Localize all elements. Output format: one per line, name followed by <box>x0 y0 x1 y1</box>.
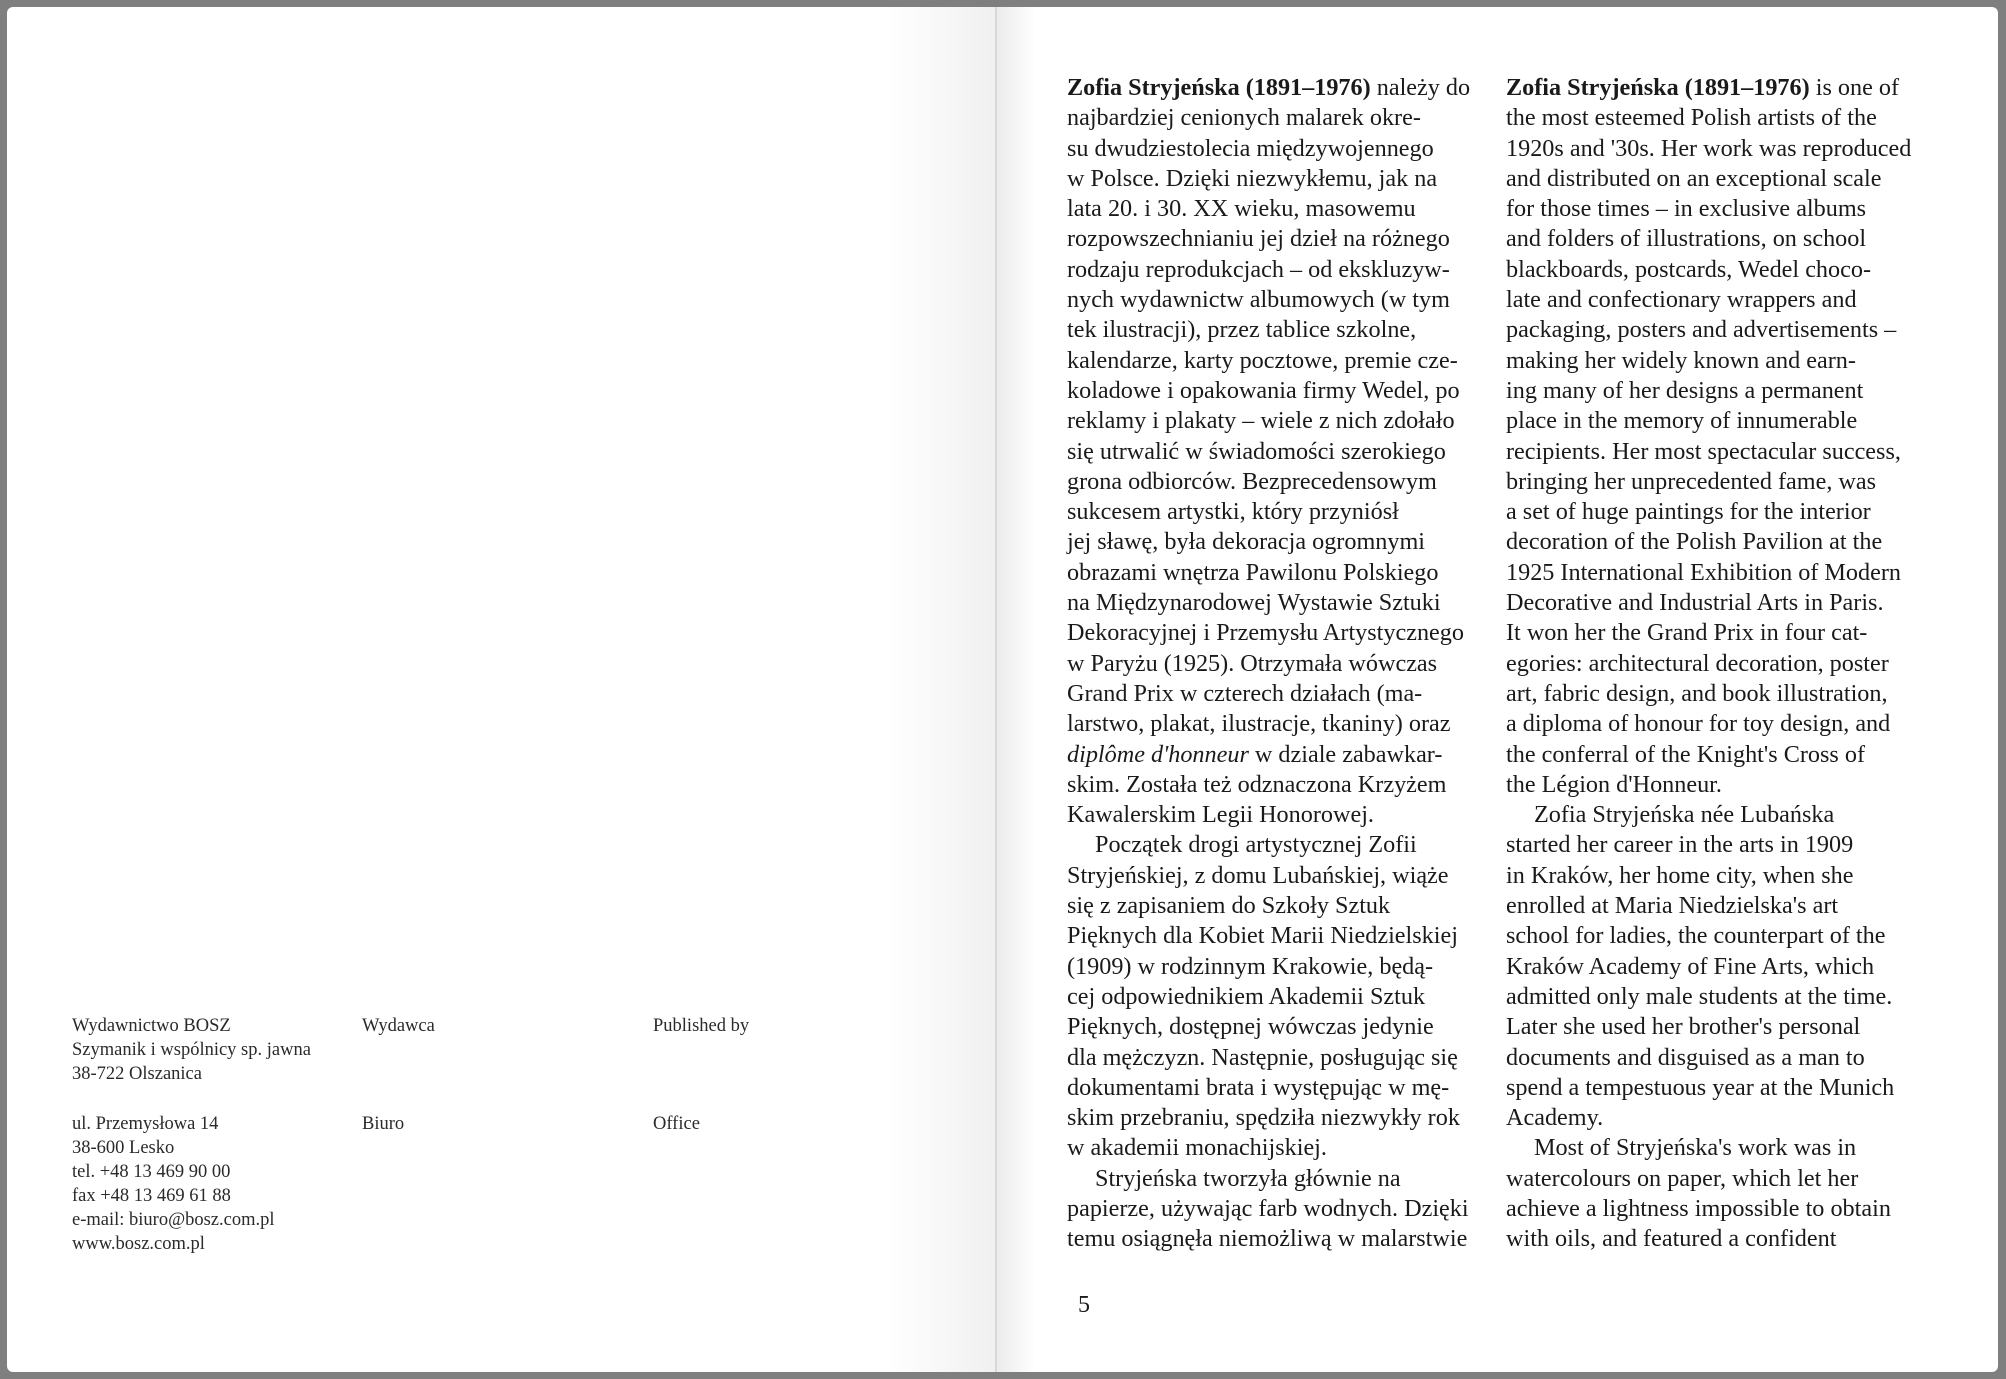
gutter-shadow-right <box>996 7 1036 1372</box>
text-line: Kawalerskim Legii Honorowej. <box>1067 801 1374 829</box>
email-line: e-mail: biuro@bosz.com.pl <box>72 1210 275 1230</box>
paragraph-start-line: Most of Stryjeńska's work was in <box>1534 1134 1857 1162</box>
office-address-block <box>72 1112 275 1256</box>
page-fold <box>995 7 997 1372</box>
text-line: się utrwalić w świadomości szerokiego <box>1067 437 1446 465</box>
gutter-shadow-left <box>886 7 996 1372</box>
text-line: 1925 International Exhibition of Modern <box>1506 558 1901 586</box>
text-line: Pięknych, dostępnej wówczas jedynie <box>1067 1013 1434 1041</box>
text-line: tek ilustracji), przez tablice szkolne, <box>1067 316 1417 344</box>
paragraph-start-line: Zofia Stryjeńska née Lubańska <box>1534 801 1835 829</box>
text-line: nych wydawnictw albumowych (w tym <box>1067 286 1450 314</box>
text-line: Zofia Stryjeńska (1891–1976) is one of <box>1506 74 1900 101</box>
text-line: skim przebraniu, spędziła niezwykły rok <box>1067 1104 1460 1132</box>
text-line: making her widely known and earn- <box>1506 346 1856 374</box>
text-line: diplôme d'honneur w dziale zabawkar- <box>1067 740 1443 768</box>
paragraph-start-line: Stryjeńska tworzyła głównie na <box>1095 1164 1401 1192</box>
text-line: for those times – in exclusive albums <box>1506 195 1867 223</box>
text-line: decoration of the Polish Pavilion at the <box>1506 528 1883 556</box>
italic-phrase: diplôme d'honneur <box>1067 740 1249 768</box>
text-line: Pięknych dla Kobiet Marii Niedzielskiej <box>1067 922 1458 950</box>
text-line: obrazami wnętrza Pawilonu Polskiego <box>1067 558 1439 586</box>
text-line: dla mężczyzn. Następnie, posługując się <box>1067 1043 1458 1071</box>
text-line: sukcesem artystki, który przyniósł <box>1067 498 1399 526</box>
text-line: and distributed on an exceptional scale <box>1506 164 1882 192</box>
paragraph-start-line: Początek drogi artystycznej Zofii <box>1095 831 1417 859</box>
text-line: It won her the Grand Prix in four cat- <box>1506 619 1868 647</box>
text-line: lata 20. i 30. XX wieku, masowemu <box>1067 195 1416 223</box>
english-text-column <box>1506 73 1936 1255</box>
text-line: and folders of illustrations, on school <box>1506 225 1867 253</box>
publisher-line: 38-722 Olszanica <box>72 1064 202 1084</box>
text-line: Grand Prix w czterech działach (ma- <box>1067 679 1423 707</box>
text-line: a set of huge paintings for the interior <box>1506 498 1871 526</box>
label-publisher-pl: Wydawca <box>362 1016 435 1036</box>
text-line: Later she used her brother's personal <box>1506 1013 1861 1041</box>
text-line: Kraków Academy of Fine Arts, which <box>1506 952 1875 980</box>
text-line: jej sławę, była dekoracja ogromnymi <box>1067 528 1425 556</box>
text-line: with oils, and featured a confident <box>1506 1225 1837 1253</box>
text-line: larstwo, plakat, ilustracje, tkaniny) oraz <box>1067 710 1451 738</box>
page-number: 5 <box>1078 1292 1090 1318</box>
text-line: się z zapisaniem do Szkoły Sztuk <box>1067 892 1391 920</box>
text-line: watercolours on paper, which let her <box>1506 1164 1859 1192</box>
text-line: recipients. Her most spectacular success, <box>1506 437 1901 465</box>
fax-line: fax +48 13 469 61 88 <box>72 1186 231 1206</box>
text-line: documents and disguised as a man to <box>1506 1043 1865 1071</box>
text-line: temu osiągnęła niemożliwą w malarstwie <box>1067 1225 1468 1253</box>
text-line: the most esteemed Polish artists of the <box>1506 104 1877 132</box>
text-line: najbardziej cenionych malarek okre- <box>1067 104 1421 132</box>
text-line: cej odpowiednikiem Akademii Sztuk <box>1067 982 1426 1010</box>
text-line: blackboards, postcards, Wedel choco- <box>1506 255 1871 283</box>
publisher-block <box>72 1014 311 1086</box>
text-line: w Polsce. Dzięki niezwykłemu, jak na <box>1067 164 1438 192</box>
text-line: art, fabric design, and book illustration, <box>1506 679 1888 707</box>
text-line: egories: architectural decoration, poster <box>1506 649 1889 677</box>
text-line: admitted only male students at the time. <box>1506 982 1893 1010</box>
text-line: koladowe i opakowania firmy Wedel, po <box>1067 376 1460 404</box>
text-line: rozpowszechnianiu jej dzieł na różnego <box>1067 225 1450 253</box>
text-line: in Kraków, her home city, when she <box>1506 861 1854 889</box>
text-line: school for ladies, the counterpart of the <box>1506 922 1886 950</box>
text-line: (1909) w rodzinnym Krakowie, będą- <box>1067 952 1434 980</box>
text-line: reklamy i plakaty – wiele z nich zdołało <box>1067 407 1455 435</box>
address-line: 38-600 Lesko <box>72 1138 175 1158</box>
text-line: Academy. <box>1506 1104 1604 1132</box>
text-line: Decorative and Industrial Arts in Paris. <box>1506 589 1884 617</box>
text-line: grona odbiorców. Bezprecedensowym <box>1067 467 1437 495</box>
text-line: w akademii monachijskiej. <box>1067 1134 1327 1162</box>
text-line: the Légion d'Honneur. <box>1506 770 1722 798</box>
text-line: rodzaju reprodukcjach – od ekskluzyw- <box>1067 255 1450 283</box>
label-publisher-en: Published by <box>653 1016 750 1036</box>
text-line: enrolled at Maria Niedzielska's art <box>1506 892 1839 920</box>
website-line: www.bosz.com.pl <box>72 1234 205 1254</box>
text-line: w Paryżu (1925). Otrzymała wówczas <box>1067 649 1438 677</box>
text-line: started her career in the arts in 1909 <box>1506 831 1854 859</box>
text-line: papierze, używając farb wodnych. Dzięki <box>1067 1194 1469 1222</box>
address-line: ul. Przemysłowa 14 <box>72 1114 219 1134</box>
text-line: su dwudziestolecia międzywojennego <box>1067 134 1434 162</box>
label-office-pl: Biuro <box>362 1114 405 1134</box>
text-line: bringing her unprecedented fame, was <box>1506 467 1877 495</box>
text-line: spend a tempestuous year at the Munich <box>1506 1073 1895 1101</box>
text-line: late and confectionary wrappers and <box>1506 286 1857 314</box>
polish-text-column <box>1067 73 1497 1255</box>
text-line: Dekoracyjnej i Przemysłu Artystycznego <box>1067 619 1464 647</box>
text-line: packaging, posters and advertisements – <box>1506 316 1897 344</box>
lead-name-bold: Zofia Stryjeńska (1891–1976) <box>1067 74 1371 101</box>
text-line: dokumentami brata i występując w mę- <box>1067 1073 1450 1101</box>
publisher-line: Szymanik i wspólnicy sp. jawna <box>72 1040 311 1060</box>
text-line: the conferral of the Knight's Cross of <box>1506 740 1866 768</box>
text-line: Stryjeńskiej, z domu Lubańskiej, wiąże <box>1067 861 1449 889</box>
text-line: skim. Została też odznaczona Krzyżem <box>1067 770 1447 798</box>
label-office-en: Office <box>653 1114 700 1134</box>
text-line: place in the memory of innumerable <box>1506 407 1858 435</box>
text-line: Zofia Stryjeńska (1891–1976) należy do <box>1067 74 1471 101</box>
text-line: 1920s and '30s. Her work was reproduced <box>1506 134 1912 162</box>
publisher-line: Wydawnictwo BOSZ <box>72 1016 231 1036</box>
lead-name-bold: Zofia Stryjeńska (1891–1976) <box>1506 74 1810 101</box>
phone-line: tel. +48 13 469 90 00 <box>72 1162 231 1182</box>
text-line: ing many of her designs a permanent <box>1506 376 1864 404</box>
text-line: achieve a lightness impossible to obtain <box>1506 1194 1891 1222</box>
text-line: na Międzynarodowej Wystawie Sztuki <box>1067 589 1441 617</box>
text-line: kalendarze, karty pocztowe, premie cze- <box>1067 346 1458 374</box>
text-line: a diploma of honour for toy design, and <box>1506 710 1891 738</box>
